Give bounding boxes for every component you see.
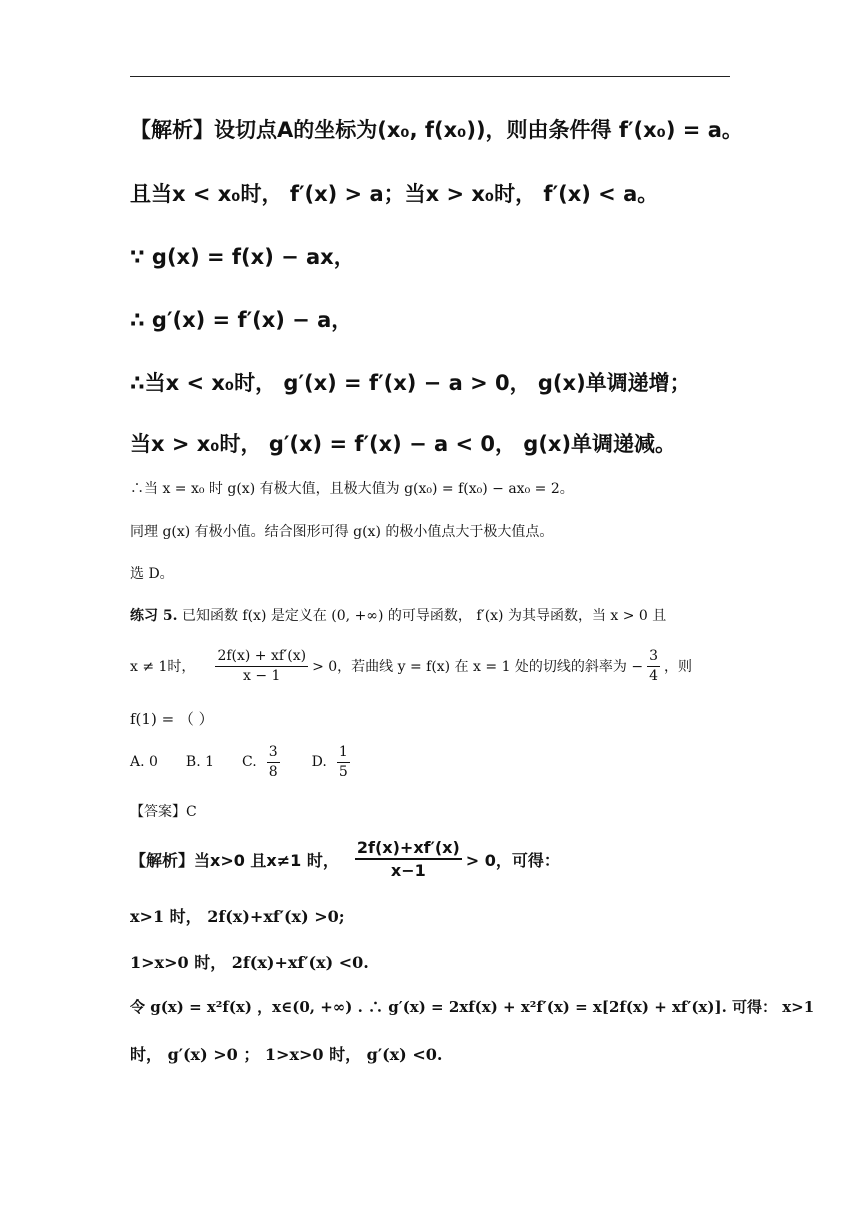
options-row — [130, 744, 354, 781]
derivative-fraction — [215, 648, 308, 685]
option-d — [312, 744, 354, 781]
analysis2-line-3: 1>x>0 时， 2f(x)+xf′(x) <0. — [130, 953, 369, 972]
option-d-numerator: 1 — [337, 744, 350, 763]
exercise-label: 练习 5. — [130, 608, 178, 624]
analysis2-line-2: x>1 时， 2f(x)+xf′(x) >0; — [130, 907, 345, 926]
slope-numerator: 3 — [647, 648, 660, 667]
exercise-text-1: 已知函数 f(x) 是定义在 (0, +∞) 的可导函数， f′(x) 为其导函数，当 x > 0 且 — [181, 608, 667, 624]
analysis2-text-1: 【解析】当x>0 且x≠1 时， — [130, 850, 339, 870]
option-c-denominator: 8 — [268, 763, 278, 780]
derivative-fraction-numerator: 2f(x) + xf′(x) — [215, 648, 308, 667]
option-c — [242, 744, 284, 781]
option-d-fraction — [337, 744, 350, 781]
option-c-fraction — [267, 744, 280, 781]
analysis-line-8: 同理 g(x) 有极小值。结合图形可得 g(x) 的极小值点大于极大值点。 — [130, 524, 554, 540]
header-rule — [130, 76, 730, 77]
analysis2-line-1 — [130, 838, 560, 880]
analysis-line-6: 当x > x₀时， g′(x) = f′(x) − a < 0， g(x)单调递减。 — [130, 432, 677, 456]
analysis2-text-2: > 0，可得： — [465, 850, 560, 870]
exercise-question: f(1) = （ ） — [130, 710, 214, 728]
slope-denominator: 4 — [649, 667, 659, 684]
analysis-line-3: ∵ g(x) = f(x) − ax， — [130, 245, 355, 269]
analysis-line-9: 选 D。 — [130, 566, 174, 582]
analysis2-fraction — [355, 838, 462, 880]
answer-line: 【答案】C — [130, 804, 197, 820]
exercise-text-2: > 0，若曲线 y = f(x) 在 x = 1 处的切线的斜率为 − — [312, 659, 644, 676]
option-b: B. 1 — [185, 754, 215, 771]
option-c-numerator: 3 — [267, 744, 280, 763]
option-d-denominator: 5 — [338, 763, 348, 780]
analysis2-fraction-denominator: x−1 — [390, 861, 426, 881]
analysis-line-4: ∴ g′(x) = f′(x) − a， — [130, 308, 353, 332]
option-c-label: C. — [242, 754, 257, 771]
exercise-line-1 — [130, 605, 666, 625]
exercise-line-2 — [130, 648, 692, 685]
exercise-condition: x ≠ 1时， — [130, 659, 196, 676]
analysis-line-2: 且当x < x₀时， f′(x) > a；当x > x₀时， f′(x) < a。 — [130, 182, 659, 206]
analysis2-line-5: 时， g′(x) >0 ； 1>x>0 时， g′(x) <0. — [130, 1045, 443, 1064]
derivative-fraction-denominator: x − 1 — [243, 667, 281, 684]
analysis-line-7: ∴当 x = x₀ 时 g(x) 有极大值，且极大值为 g(x₀) = f(x₀) − ax₀ = 2。 — [130, 481, 574, 497]
option-a: A. 0 — [130, 754, 158, 771]
option-d-label: D. — [311, 754, 327, 771]
analysis-line-5: ∴当x < x₀时， g′(x) = f′(x) − a > 0， g(x)单调递增； — [130, 371, 691, 395]
slope-fraction — [647, 648, 660, 685]
analysis2-fraction-numerator: 2f(x)+xf′(x) — [355, 838, 462, 860]
analysis-line-1: 【解析】设切点A的坐标为(x₀, f(x₀))，则由条件得 f′(x₀) = a。 — [130, 118, 743, 142]
analysis2-line-4: 令 g(x) = x²f(x) ，x∈(0, +∞) . ∴ g′(x) = 2xf(x) + x²f′(x) = x[2f(x) + xf′(x)]. 可得： x>1 — [130, 998, 815, 1016]
exercise-text-3: ，则 — [664, 659, 693, 676]
